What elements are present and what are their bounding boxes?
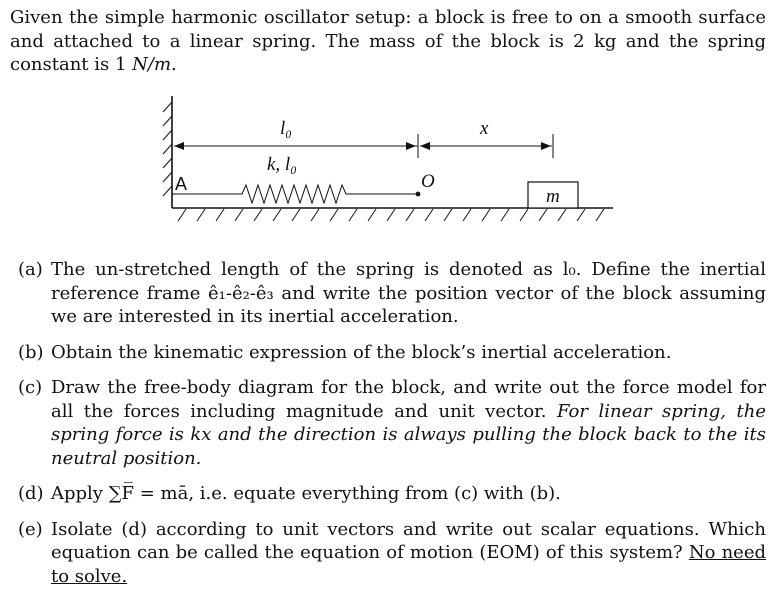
part-d: [18, 482, 766, 506]
l0-right-arrow: [406, 142, 416, 150]
x-right-arrow: [541, 142, 551, 150]
label-m: m: [546, 186, 560, 207]
part-label: (b): [18, 341, 44, 363]
part-text: Apply ∑F̅ = mā, i.e. equate everything from (c) with (b).: [51, 483, 561, 504]
part-label: (c): [18, 377, 43, 398]
ground-hatching: [178, 209, 604, 221]
part-label: (e): [18, 518, 43, 540]
part-text-wrap: [51, 376, 766, 470]
label-k-l0: k, l₀: [267, 154, 297, 175]
part-text: Isolate (d) according to unit vectors and write out scalar equations. Which equation can be called the equation of motion (EOM) of this system?: [51, 518, 766, 563]
part-c: [18, 376, 766, 470]
part-label: (a): [18, 259, 43, 280]
spring: [172, 185, 418, 203]
l0-left-arrow: [174, 142, 184, 150]
intro-text: Given the simple harmonic oscillator setup: a block is free to on a smooth surface and attached to a linear spring. The mass of the block is 2 kg and the spring constant is 1: [10, 7, 766, 75]
part-e: [18, 518, 766, 589]
part-a: [18, 258, 766, 329]
oscillator-diagram: [150, 94, 620, 230]
diagram-svg: [150, 94, 620, 230]
part-text: Draw the free-body diagram for the block, and write out the force model for all the forces including magnitude and unit vector.: [51, 377, 766, 422]
intro-unit: N/m: [132, 54, 172, 75]
o-point: [416, 192, 421, 197]
problem-statement: [10, 6, 766, 77]
intro-end: .: [171, 54, 177, 75]
label-x: x: [480, 118, 489, 139]
label-O: O: [421, 171, 435, 192]
x-left-arrow: [420, 142, 430, 150]
part-text: Obtain the kinematic expression of the block’s inertial acceleration.: [51, 341, 672, 363]
label-A: A: [175, 174, 188, 194]
part-italic-note: For linear spring, the spring force is kx and the direction is always pulling the block back to the its neutral position.: [51, 400, 766, 469]
question-parts: [18, 258, 766, 600]
wall-hatching: [163, 102, 172, 196]
label-l0: l₀: [280, 118, 292, 139]
part-underlined-note: No need to solve.: [51, 542, 766, 587]
part-text: The un-stretched length of the spring is denoted as l₀. Define the inertial reference frame ê₁-ê₂-ê₃ and write the position vector of the block assuming we are interested in its inertial acceleration.: [51, 259, 766, 327]
part-b: [18, 341, 766, 365]
part-label: (d): [18, 483, 44, 504]
part-text-wrap: [51, 518, 766, 589]
